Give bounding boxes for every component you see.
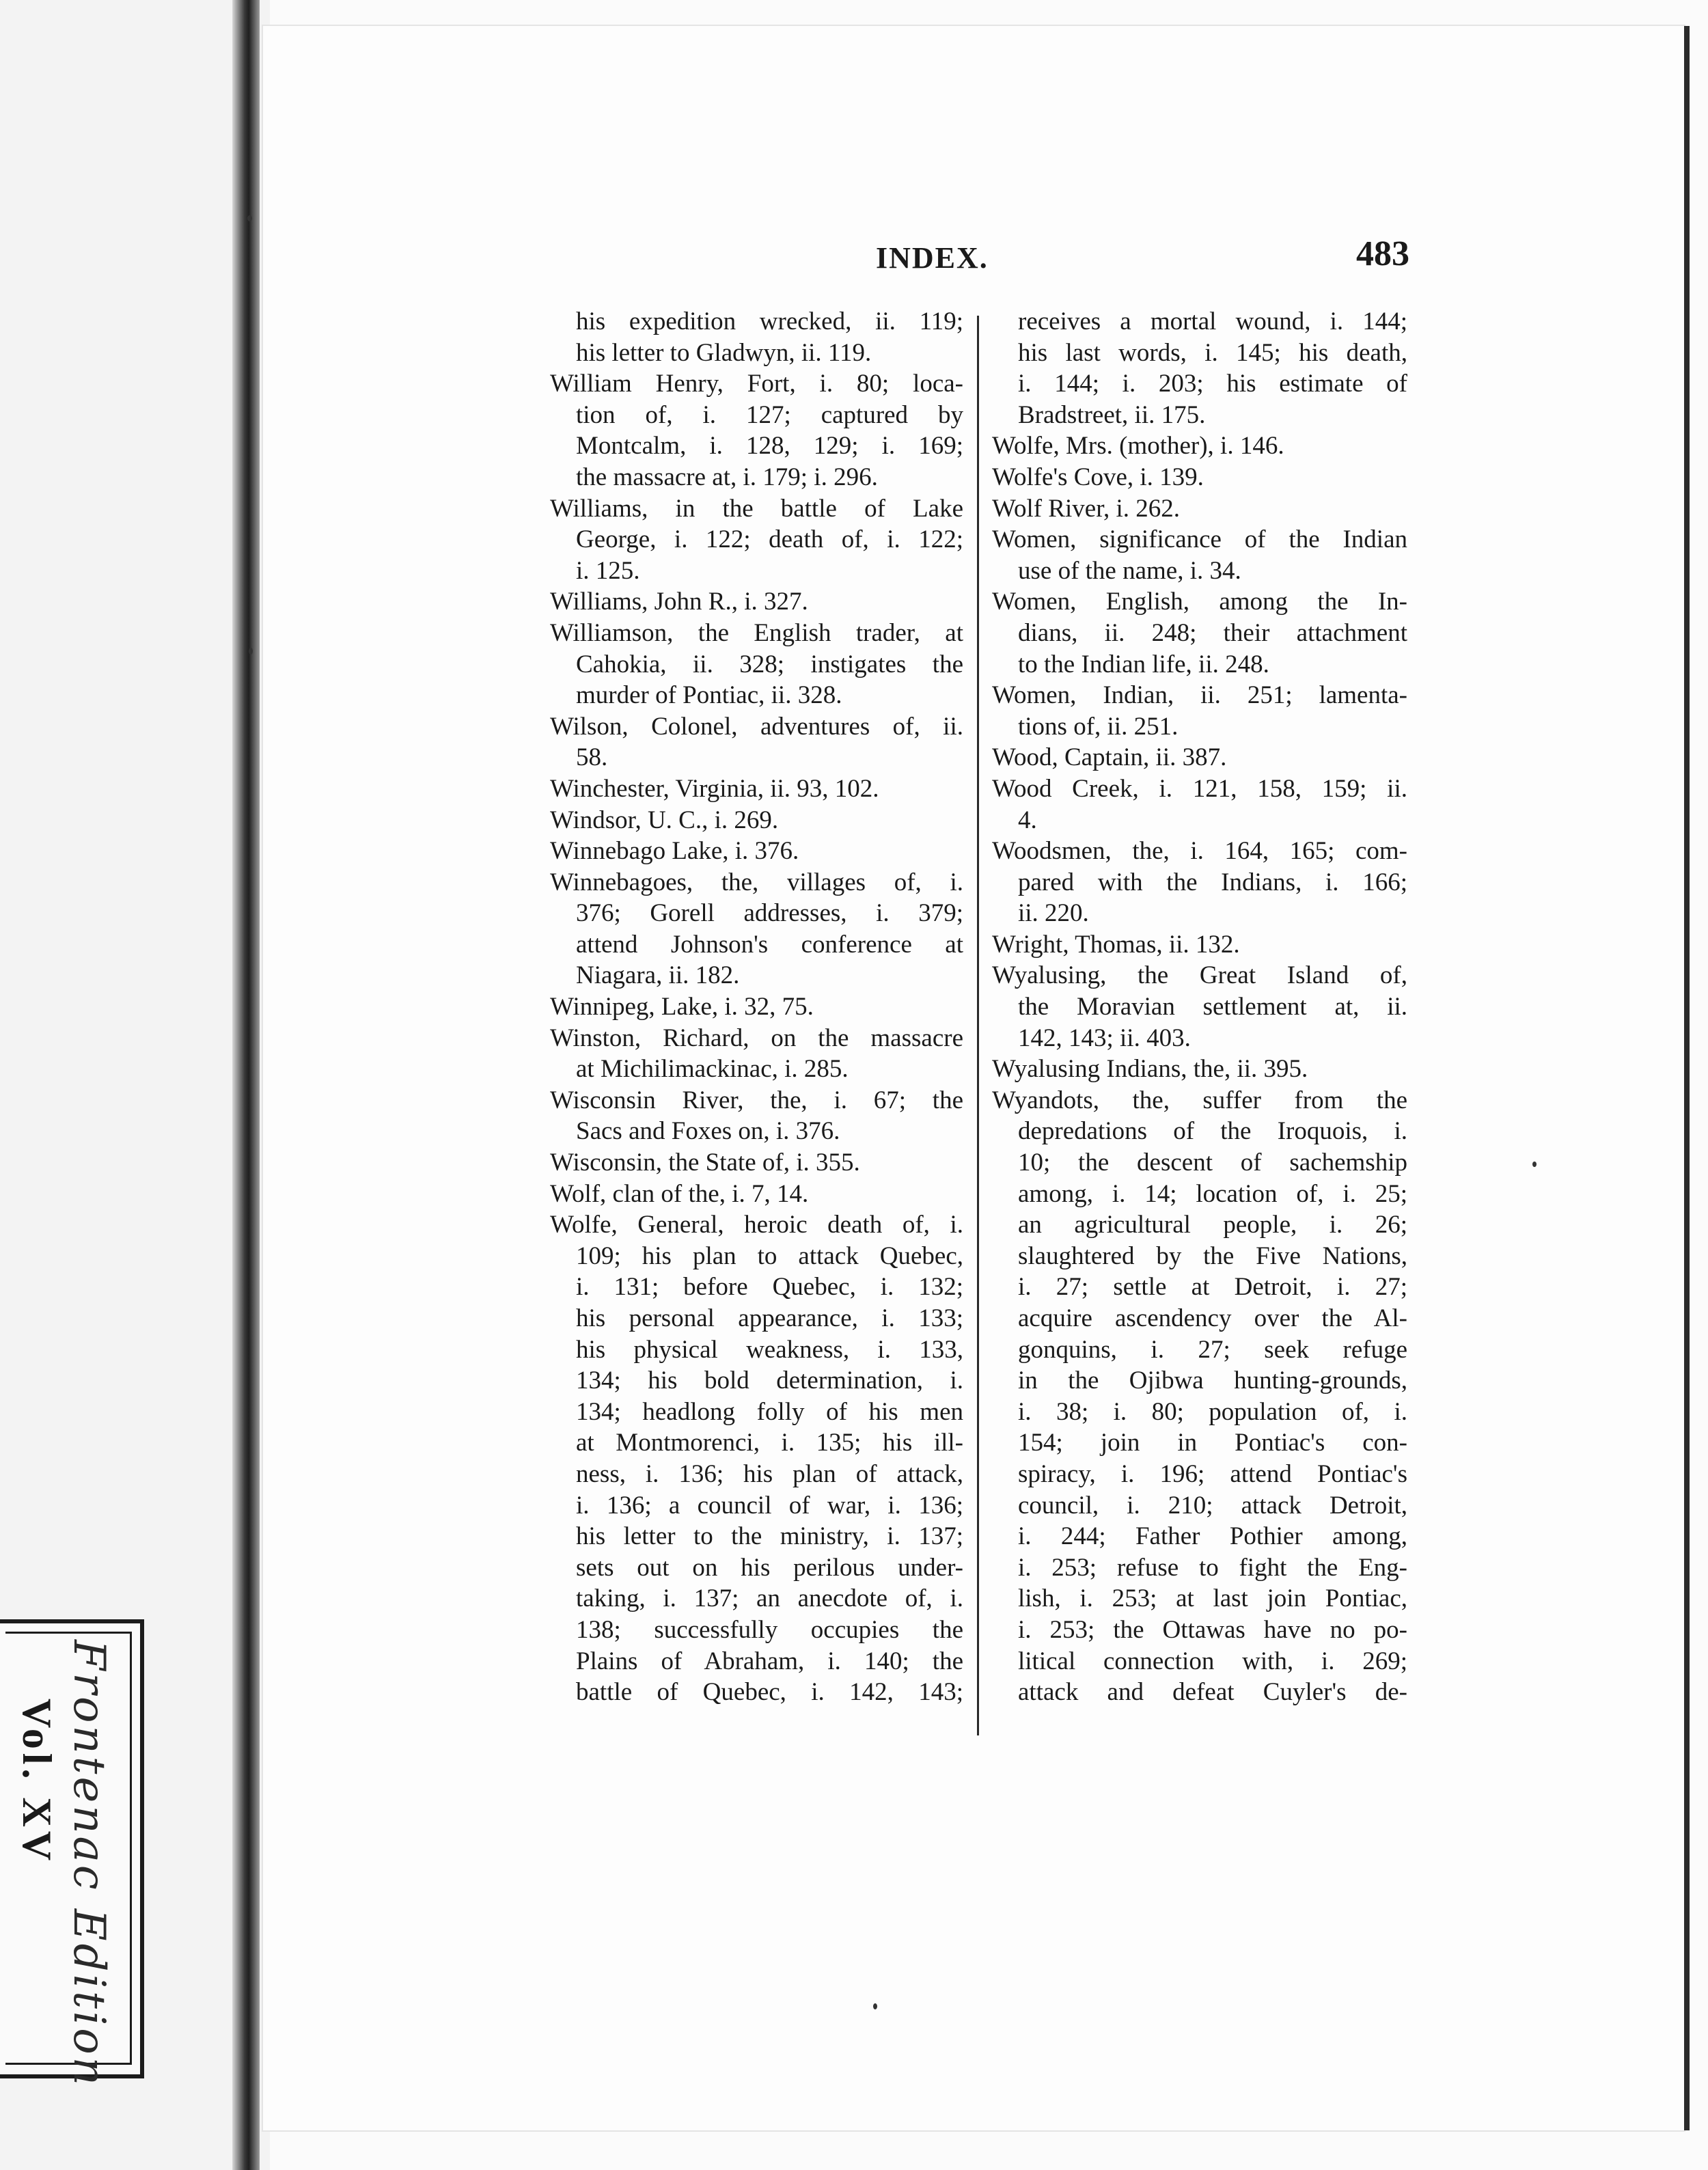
- volume-label: Vol. XV: [14, 1699, 59, 1865]
- index-line: pared with the Indians, i. 166;: [1018, 868, 1407, 896]
- index-line: Wolf, clan of the, i. 7, 14.: [550, 1179, 809, 1208]
- index-line: among, i. 14; location of, i. 25;: [1018, 1179, 1407, 1208]
- index-line: i. 253; the Ottawas have no po-: [1018, 1615, 1407, 1644]
- index-line: at Montmorenci, i. 135; his ill-: [576, 1429, 963, 1457]
- index-line: i. 125.: [576, 556, 640, 585]
- index-line: Winchester, Virginia, ii. 93, 102.: [550, 774, 879, 803]
- book-page: [263, 26, 1684, 2130]
- index-line: his last words, i. 145; his death,: [1018, 338, 1407, 367]
- index-line: attack and defeat Cuyler's de-: [1018, 1678, 1407, 1707]
- index-line: Windsor, U. C., i. 269.: [550, 806, 779, 834]
- index-line: Williamson, the English trader, at: [550, 618, 963, 647]
- index-line: 376; Gorell addresses, i. 379;: [576, 899, 963, 928]
- index-line: 109; his plan to attack Quebec,: [576, 1241, 963, 1270]
- index-line: Plains of Abraham, i. 140; the: [576, 1647, 963, 1675]
- index-line: William Henry, Fort, i. 80; loca-: [550, 370, 963, 398]
- index-line: 134; his bold determination, i.: [576, 1366, 963, 1395]
- index-line: to the Indian life, ii. 248.: [1018, 650, 1269, 678]
- index-line: Women, Indian, ii. 251; lamenta-: [992, 681, 1407, 710]
- index-line: Wyalusing, the Great Island of,: [992, 961, 1407, 990]
- volume-label-box: [0, 1619, 144, 2088]
- index-line: Cahokia, ii. 328; instigates the: [576, 650, 963, 678]
- index-line: Winnebagoes, the, villages of, i.: [550, 868, 963, 896]
- index-line: 154; join in Pontiac's con-: [1018, 1429, 1407, 1457]
- index-line: Wood Creek, i. 121, 158, 159; ii.: [992, 774, 1407, 803]
- running-head: INDEX.: [876, 241, 989, 275]
- index-line: Women, significance of the Indian: [992, 525, 1407, 554]
- index-line: receives a mortal wound, i. 144;: [1018, 307, 1407, 335]
- index-line: Montcalm, i. 128, 129; i. 169;: [576, 432, 963, 461]
- index-line: Wood, Captain, ii. 387.: [992, 743, 1227, 772]
- index-line: the massacre at, i. 179; i. 296.: [576, 463, 878, 491]
- index-line: i. 38; i. 80; population of, i.: [1018, 1397, 1407, 1426]
- index-line: i. 131; before Quebec, i. 132;: [576, 1273, 963, 1302]
- index-line: his letter to Gladwyn, ii. 119.: [576, 338, 872, 367]
- index-line: his expedition wrecked, ii. 119;: [576, 307, 963, 335]
- index-line: Winnebago Lake, i. 376.: [550, 837, 799, 866]
- index-line: depredations of the Iroquois, i.: [1018, 1117, 1407, 1146]
- index-line: taking, i. 137; an anecdote of, i.: [576, 1584, 963, 1613]
- index-line: council, i. 210; attack Detroit,: [1018, 1491, 1407, 1520]
- index-line: his letter to the ministry, i. 137;: [576, 1522, 963, 1551]
- index-line: dians, ii. 248; their attachment: [1018, 618, 1407, 647]
- index-line: use of the name, i. 34.: [1018, 556, 1241, 585]
- index-line: Woodsmen, the, i. 164, 165; com-: [992, 837, 1407, 866]
- index-line: Winnipeg, Lake, i. 32, 75.: [550, 993, 814, 1021]
- page-right-edge: [1684, 26, 1690, 2130]
- index-line: i. 27; settle at Detroit, i. 27;: [1018, 1273, 1407, 1302]
- index-line: his physical weakness, i. 133,: [576, 1335, 963, 1364]
- speck-mark: [873, 2003, 877, 2009]
- index-line: ii. 220.: [1018, 899, 1089, 928]
- index-line: Wilson, Colonel, adventures of, ii.: [550, 712, 963, 741]
- index-line: gonquins, i. 27; seek refuge: [1018, 1335, 1407, 1364]
- index-column-right: [992, 306, 1407, 1708]
- index-line: sets out on his perilous under-: [576, 1553, 963, 1582]
- index-line: Wyalusing Indians, the, ii. 395.: [992, 1055, 1308, 1084]
- index-line: i. 244; Father Pothier among,: [1018, 1522, 1407, 1551]
- index-line: lish, i. 253; at last join Pontiac,: [1018, 1584, 1407, 1613]
- index-line: his personal appearance, i. 133;: [576, 1304, 963, 1332]
- index-line: Winston, Richard, on the massacre: [550, 1024, 963, 1052]
- index-line: Niagara, ii. 182.: [576, 961, 740, 990]
- index-line: George, i. 122; death of, i. 122;: [576, 525, 963, 554]
- index-line: acquire ascendency over the Al-: [1018, 1304, 1407, 1332]
- index-line: Williams, John R., i. 327.: [550, 588, 808, 616]
- index-line: in the Ojibwa hunting-grounds,: [1018, 1366, 1407, 1395]
- index-line: Wolfe, Mrs. (mother), i. 146.: [992, 432, 1284, 461]
- index-line: attend Johnson's conference at: [576, 930, 963, 959]
- index-line: Wolfe's Cove, i. 139.: [992, 463, 1204, 491]
- index-line: the Moravian settlement at, ii.: [1018, 993, 1407, 1021]
- edition-label: Frontenac Edition: [64, 1640, 114, 2088]
- index-line: Wyandots, the, suffer from the: [992, 1086, 1407, 1114]
- index-line: murder of Pontiac, ii. 328.: [576, 681, 842, 710]
- index-line: Wisconsin River, the, i. 67; the: [550, 1086, 963, 1114]
- index-line: 138; successfully occupies the: [576, 1615, 963, 1644]
- index-line: slaughtered by the Five Nations,: [1018, 1241, 1407, 1270]
- speck-mark: [247, 215, 252, 221]
- index-line: at Michilimackinac, i. 285.: [576, 1055, 849, 1084]
- index-line: ness, i. 136; his plan of attack,: [576, 1459, 963, 1488]
- index-line: 58.: [576, 743, 608, 772]
- column-divider: [977, 316, 979, 1735]
- index-line: i. 253; refuse to fight the Eng-: [1018, 1553, 1407, 1582]
- index-line: tions of, ii. 251.: [1018, 712, 1179, 741]
- index-line: Wolfe, General, heroic death of, i.: [550, 1211, 963, 1239]
- speck-mark: [1532, 1162, 1537, 1167]
- index-line: 134; headlong folly of his men: [576, 1397, 963, 1426]
- index-line: Wisconsin, the State of, i. 355.: [550, 1149, 860, 1177]
- binding-gutter-shadow: [232, 0, 260, 2170]
- index-column-left: [550, 306, 963, 1708]
- index-line: Bradstreet, ii. 175.: [1018, 400, 1206, 429]
- index-line: 10; the descent of sachemship: [1018, 1149, 1407, 1177]
- index-line: battle of Quebec, i. 142, 143;: [576, 1678, 963, 1707]
- page-number: 483: [1356, 234, 1409, 273]
- index-line: spiracy, i. 196; attend Pontiac's: [1018, 1459, 1407, 1488]
- index-line: an agricultural people, i. 26;: [1018, 1211, 1407, 1239]
- index-line: litical connection with, i. 269;: [1018, 1647, 1407, 1675]
- index-line: Williams, in the battle of Lake: [550, 494, 963, 523]
- index-line: i. 144; i. 203; his estimate of: [1018, 370, 1407, 398]
- index-line: i. 136; a council of war, i. 136;: [576, 1491, 963, 1520]
- index-line: 4.: [1018, 806, 1037, 834]
- index-line: Sacs and Foxes on, i. 376.: [576, 1117, 840, 1146]
- index-line: Wright, Thomas, ii. 132.: [992, 930, 1240, 959]
- speck-mark: [249, 648, 253, 655]
- index-line: tion of, i. 127; captured by: [576, 400, 963, 429]
- index-line: 142, 143; ii. 403.: [1018, 1024, 1191, 1052]
- index-line: Women, English, among the In-: [992, 588, 1407, 616]
- index-line: Wolf River, i. 262.: [992, 494, 1181, 523]
